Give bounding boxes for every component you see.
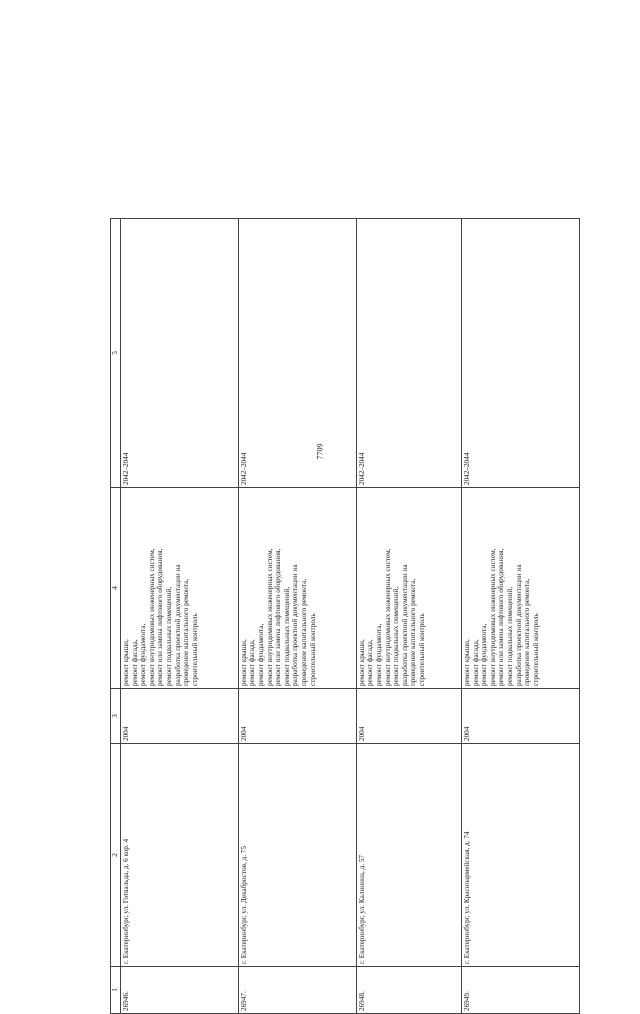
work-item: ремонт внутридомовых инженерных систем, (488, 548, 497, 686)
table-row (121, 219, 239, 1014)
work-item: ремонт фундамента, (139, 623, 148, 686)
work-item: проведение капитального ремонта, (300, 578, 309, 686)
page-number: 7709 (315, 443, 325, 460)
address-cell: г. Екатеринбург, ул. Декабристов, д. 75 (238, 744, 356, 967)
work-item: ремонт или замена лифтового оборудования, (497, 548, 506, 686)
address-cell: г. Екатеринбург, ул. Готвальда, д. 6 кор. 4 (121, 744, 239, 967)
year-cell: 2004 (121, 689, 239, 744)
work-item: ремонт подвальных помещений, (506, 586, 515, 686)
work-item: ремонт крыши, (122, 639, 130, 686)
year-cell: 2004 (238, 689, 356, 744)
work-item: ремонт подвальных помещений, (164, 586, 173, 686)
work-item: проведение капитального ремонта, (182, 578, 191, 686)
work-item: проведение капитального ремонта, (523, 578, 532, 686)
work-item: разработка проектной документации на (173, 564, 182, 686)
period-cell: 2042–2044 (462, 219, 580, 488)
address-cell: г. Екатеринбург, ул. Красноармейская, д. 74 (462, 744, 580, 967)
work-item: проведение капитального ремонта, (409, 578, 418, 686)
works-cell (462, 488, 580, 689)
works-cell (121, 488, 239, 689)
table-row (238, 219, 356, 1014)
column-header-2: 2 (111, 744, 121, 967)
column-number-row (111, 219, 121, 1014)
work-item: ремонт подвальных помещений, (282, 586, 291, 686)
work-item: ремонт фасада, (366, 639, 375, 686)
year-cell: 2004 (356, 689, 461, 744)
work-item: ремонт или замена лифтового оборудования, (156, 548, 165, 686)
work-item: строительный контроль (190, 613, 199, 686)
column-header-4: 4 (111, 488, 121, 689)
repair-schedule-table-wrapper (110, 244, 580, 1014)
repair-schedule-table (110, 218, 580, 1014)
period-cell: 2042–2044 (356, 219, 461, 488)
column-header-5: 5 (111, 219, 121, 488)
work-item: ремонт крыши, (239, 639, 248, 686)
column-header-3: 3 (111, 689, 121, 744)
work-item: ремонт фасада, (130, 639, 139, 686)
work-item: ремонт фасада, (248, 639, 257, 686)
period-cell: 2042–2044 (121, 219, 239, 488)
work-item: ремонт внутридомовых инженерных систем, (265, 548, 274, 686)
work-item: разработка проектной документации на (291, 564, 300, 686)
work-item: ремонт фундамента, (480, 623, 489, 686)
work-item: ремонт крыши, (357, 639, 366, 686)
work-item: разработка проектной документации на (400, 564, 409, 686)
row-number-cell: 26949. (462, 967, 580, 1014)
year-cell: 2004 (462, 689, 580, 744)
row-number-cell: 26947. (238, 967, 356, 1014)
works-cell (356, 488, 461, 689)
work-item: разработка проектной документации на (514, 564, 523, 686)
table-body (121, 219, 580, 1014)
work-item: ремонт фасада, (471, 639, 480, 686)
work-item: ремонт внутридомовых инженерных систем, (383, 548, 392, 686)
column-header-1: 1 (111, 967, 121, 1014)
period-cell: 2042–2044 (238, 219, 356, 488)
work-item: ремонт фундамента, (374, 623, 383, 686)
row-number-cell: 26946. (121, 967, 239, 1014)
work-item: ремонт или замена лифтового оборудования, (274, 548, 283, 686)
address-cell: г. Екатеринбург, ул. Калинина, д. 57 (356, 744, 461, 967)
work-item: строительный контроль (308, 613, 317, 686)
work-item: строительный контроль (417, 613, 426, 686)
work-item: ремонт фундамента, (257, 623, 266, 686)
work-item: строительный контроль (531, 613, 540, 686)
works-cell (238, 488, 356, 689)
work-item: ремонт внутридомовых инженерных систем, (147, 548, 156, 686)
row-number-cell: 26948. (356, 967, 461, 1014)
table-row (462, 219, 580, 1014)
work-item: ремонт крыши, (463, 639, 472, 686)
table-row (356, 219, 461, 1014)
work-item: ремонт подвальных помещений, (392, 586, 401, 686)
